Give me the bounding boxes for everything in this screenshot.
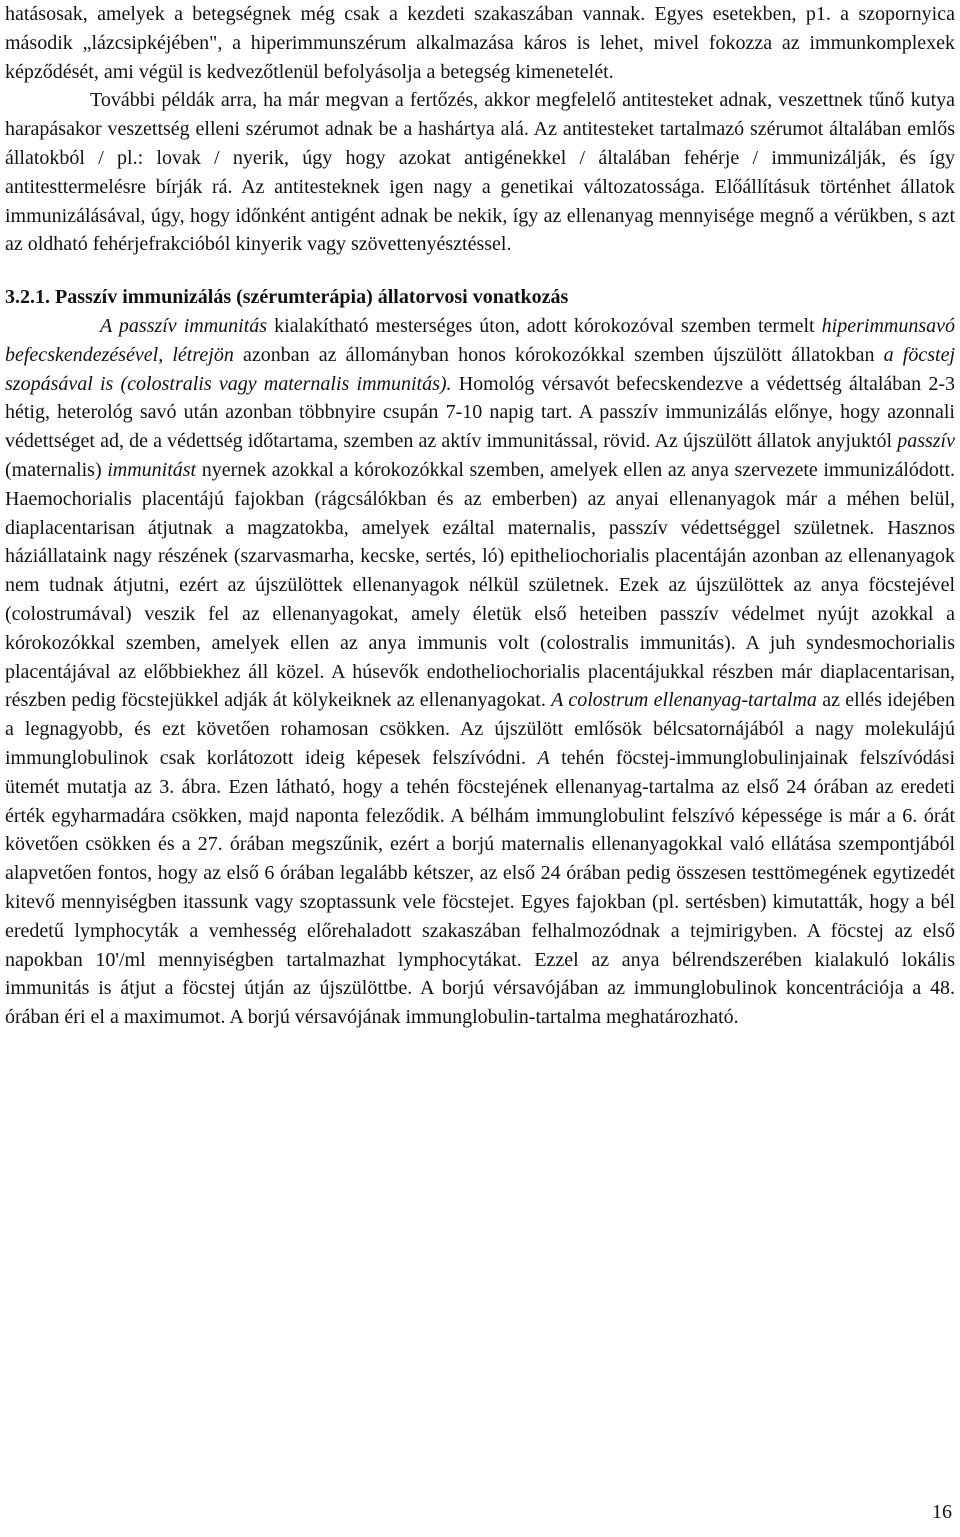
paragraph-examples: További példák arra, ha már megvan a fertőzés, akkor megfelelő antitesteket adnak, veszettnek tűnő kutya harapásakor veszettség elleni szérumot adnak be a hashártya alá. Az antitesteket tartalmazó szérumot általában emlős állatokból / pl.: lovak / nyerik, úgy hogy azokat antigénekkel / általában fehérje / immunizálják, és így antitesttermelésre bírják rá. Az antitesteknek igen nagy a genetikai változatossága. Előállításuk történhet állatok immunizálásával, úgy, hogy időnként antigént adnak be nekik, így az ellenanyag mennyisége megnő a vérükben, s azt az oldható fehérjefrakcióból kinyerik vagy szövettenyésztéssel. <box>5 89 955 256</box>
italic-text: A <box>537 746 550 769</box>
page-number: 16 <box>932 1501 952 1523</box>
italic-text: A passzív immunitás <box>100 314 268 337</box>
body-text: az ellés idejében a legnagyobb, és ezt követően rohamosan csökken. Az újszülött emlősök bélcsatornájából a nagy molekulájú immunglobulinok csak korlátozott ideig képesek felszívódni. <box>5 689 956 769</box>
body-text: kialakítható mesterséges úton, adott kórokozóval szemben termelt <box>267 314 822 337</box>
body-text: (maternalis) <box>5 458 108 481</box>
italic-text: hiperimmunsavó befecskendezésével, létrejön <box>5 314 955 366</box>
body-text: tehén föcstej-immunglobulinjainak felszívódási ütemét mutatja az 3. ábra. Ezen látható, hogy a tehén föcstejének ellenanyag-tartalma az első 24 órában az eredeti érték egyharmadára csökken, majd naponta feleződik. A bélhám immunglobulint felszívó képessége is már a 6. órát követően csökken és a 27. órában megszűnik, ezért a borjú maternalis ellenanyagokkal való ellátása szempontjából alapvetően fontos, hogy az első 6 órában legalább kétszer, az első 24 órában pedig összesen testtömegének egytizedét kitevő mennyiségben itassunk vagy szoptassunk vele föcstejet. Egyes fajokban (pl. sertésben) kimutatták, hogy a bél eredetű lymphocyták a vemhesség előrehaladott szakaszában felhalmozódnak a tejmirigyben. A föcstej az első napokban 10'/ml mennyiségben tartalmazhat lymphocytákat. Ezzel az anya bélrendszerében kialakuló lokális immunitás is átjut a föcstej útján az újszülöttbe. A borjú vérsavójában az immunglobulinok koncentrációja a 48. órában éri el a maximumot. A borjú vérsavójának immunglobulin-tartalma meghatározható. <box>5 746 955 1029</box>
paragraph-passive-immunization <box>5 312 955 1032</box>
paragraph-intro: hatásosak, amelyek a betegségnek még csak a kezdeti szakaszában vannak. Egyes esetekben, p1. a szopornyica második „lázcsipkéjében", a hiperimmunszérum alkalmazása káros is lehet, mivel fokozza az immunkomplexek képződését, ami végül is kedvezőtlenül befolyásolja a betegség kimenetelét. <box>5 3 955 83</box>
italic-text: immunitást <box>107 458 197 481</box>
body-text: nyernek azokkal a kórokozókkal szemben, amelyek ellen az anya szervezete immunizálódott. Haemochorialis placentájú fajokban (rágcsálókban és az emberben) az anyai ellenanyagok már a méhen belül, diaplacentarisan átjutnak a magzatokba, amelyek ezáltal maternalis, passzív védettséggel születnek. Hasznos háziállataink nagy részének (szarvasmarha, kecske, sertés, ló) epitheliochorialis placentáján azonban az ellenanyagok nem tudnak átjutni, ezért az újszülöttek ellenanyagok nélkül születnek. Ezek az újszülöttek az anya föcstejével (colostrumával) veszik fel az ellenanyagokat, amely életük első heteiben passzív védelmet nyújt azokkal a kórokozókkal szemben, amelyek ellen az anya immunis volt (colostralis immunitás). A juh syndesmochorialis placentájával az előbbiekhez áll közel. A húsevők endotheliochorialis placentájukkal részben már diaplacentarisan, részben pedig föcstejükkel adják át kölykeiknek az ellenanyagokat. <box>5 458 956 712</box>
document-page <box>5 0 955 1032</box>
body-text: Homológ vérsavót befecskendezve a védettség általában 2-3 hétig, heterológ savó után azonban többnyire csupán 7-10 napig tart. A passzív immunizálás előnye, hogy azonnali védettséget ad, de a védettség időtartama, szemben az aktív immunitással, rövid. Az újszülött állatok anyjuktól <box>5 372 955 453</box>
italic-text: passzív <box>897 430 955 453</box>
italic-text: A colostrum ellenanyag-tartalma <box>551 689 817 712</box>
italic-text: a föcstej szopásával is (colostralis vagy maternalis immunitás). <box>5 343 955 395</box>
section-heading: 3.2.1. Passzív immunizálás (szérumterápia) állatorvosi vonatkozás <box>5 286 569 309</box>
body-text: azonban az állományban honos kórokozókkal szemben újszülött állatokban <box>233 343 884 366</box>
